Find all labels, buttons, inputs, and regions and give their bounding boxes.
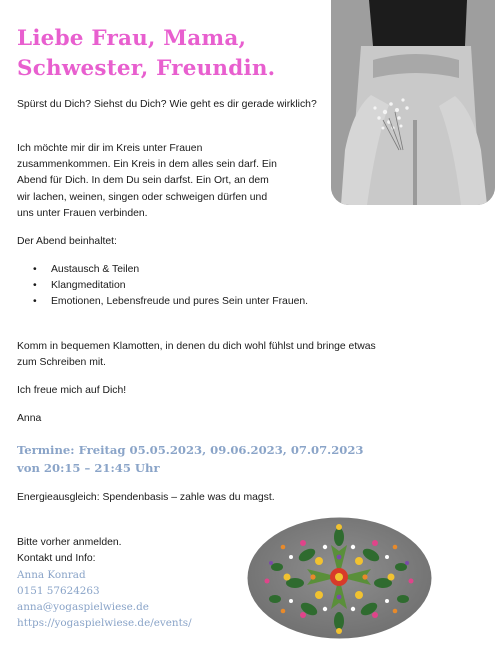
flower-mandala-photo (247, 517, 432, 639)
agenda-heading: Der Abend beinhaltet: (17, 236, 117, 247)
event-time: von 20:15 – 21:45 Uhr (17, 461, 160, 475)
contact-email[interactable]: anna@yogaspielwiese.de (17, 601, 149, 613)
title-line-1: Liebe Frau, Mama, (17, 26, 247, 51)
paragraph-line-4: wir lachen, weinen, singen oder schweigen dürfen und (17, 191, 268, 203)
register-note: Bitte vorher anmelden. (17, 537, 122, 548)
intro-text: Spürst du Dich? Siehst du Dich? Wie geht es dir gerade wirklich? (17, 99, 317, 110)
comfort-text (17, 339, 376, 371)
paragraph-line-3: Abend für Dich. In dem Du sein darfst. Ein Ort, an dem (17, 175, 269, 187)
agenda-list (17, 262, 308, 310)
event-dates (17, 441, 363, 477)
title-line-2: Schwester, Freundin. (17, 56, 276, 81)
list-item: • Emotionen, Lebensfreude und pures Sein unter Frauen. (17, 294, 308, 310)
contact-label: Kontakt und Info: (17, 553, 96, 564)
comfort-line-2: zum Schreiben mit. (17, 357, 106, 369)
signature: Anna (17, 413, 42, 424)
paragraph-line-5: uns unter Frauen verbinden. (17, 207, 148, 219)
intro-paragraph (17, 141, 277, 222)
list-item: • Austausch & Teilen (17, 262, 308, 278)
woman-with-flowers-photo (331, 0, 495, 205)
contact-website-link[interactable]: https://yogaspielwiese.de/events/ (17, 617, 192, 629)
energy-exchange: Energieausgleich: Spendenbasis – zahle was du magst. (17, 492, 275, 503)
comfort-line-1: Komm in bequemen Klamotten, in denen du dich wohl fühlst und bringe etwas (17, 341, 376, 352)
paragraph-line-2: zusammenkommen. Ein Kreis in dem alles sein darf. Ein (17, 159, 277, 171)
event-dates-line-1: Termine: Freitag 05.05.2023, 09.06.2023, 07.07.2023 (17, 443, 364, 457)
paragraph-line-1: Ich möchte mir dir im Kreis unter Frauen (17, 143, 203, 154)
contact-name: Anna Konrad (17, 569, 86, 581)
page-title (17, 24, 275, 84)
list-item: • Klangmeditation (17, 278, 308, 294)
contact-phone[interactable]: 0151 57624263 (17, 585, 100, 597)
closing-text: Ich freue mich auf Dich! (17, 385, 127, 396)
